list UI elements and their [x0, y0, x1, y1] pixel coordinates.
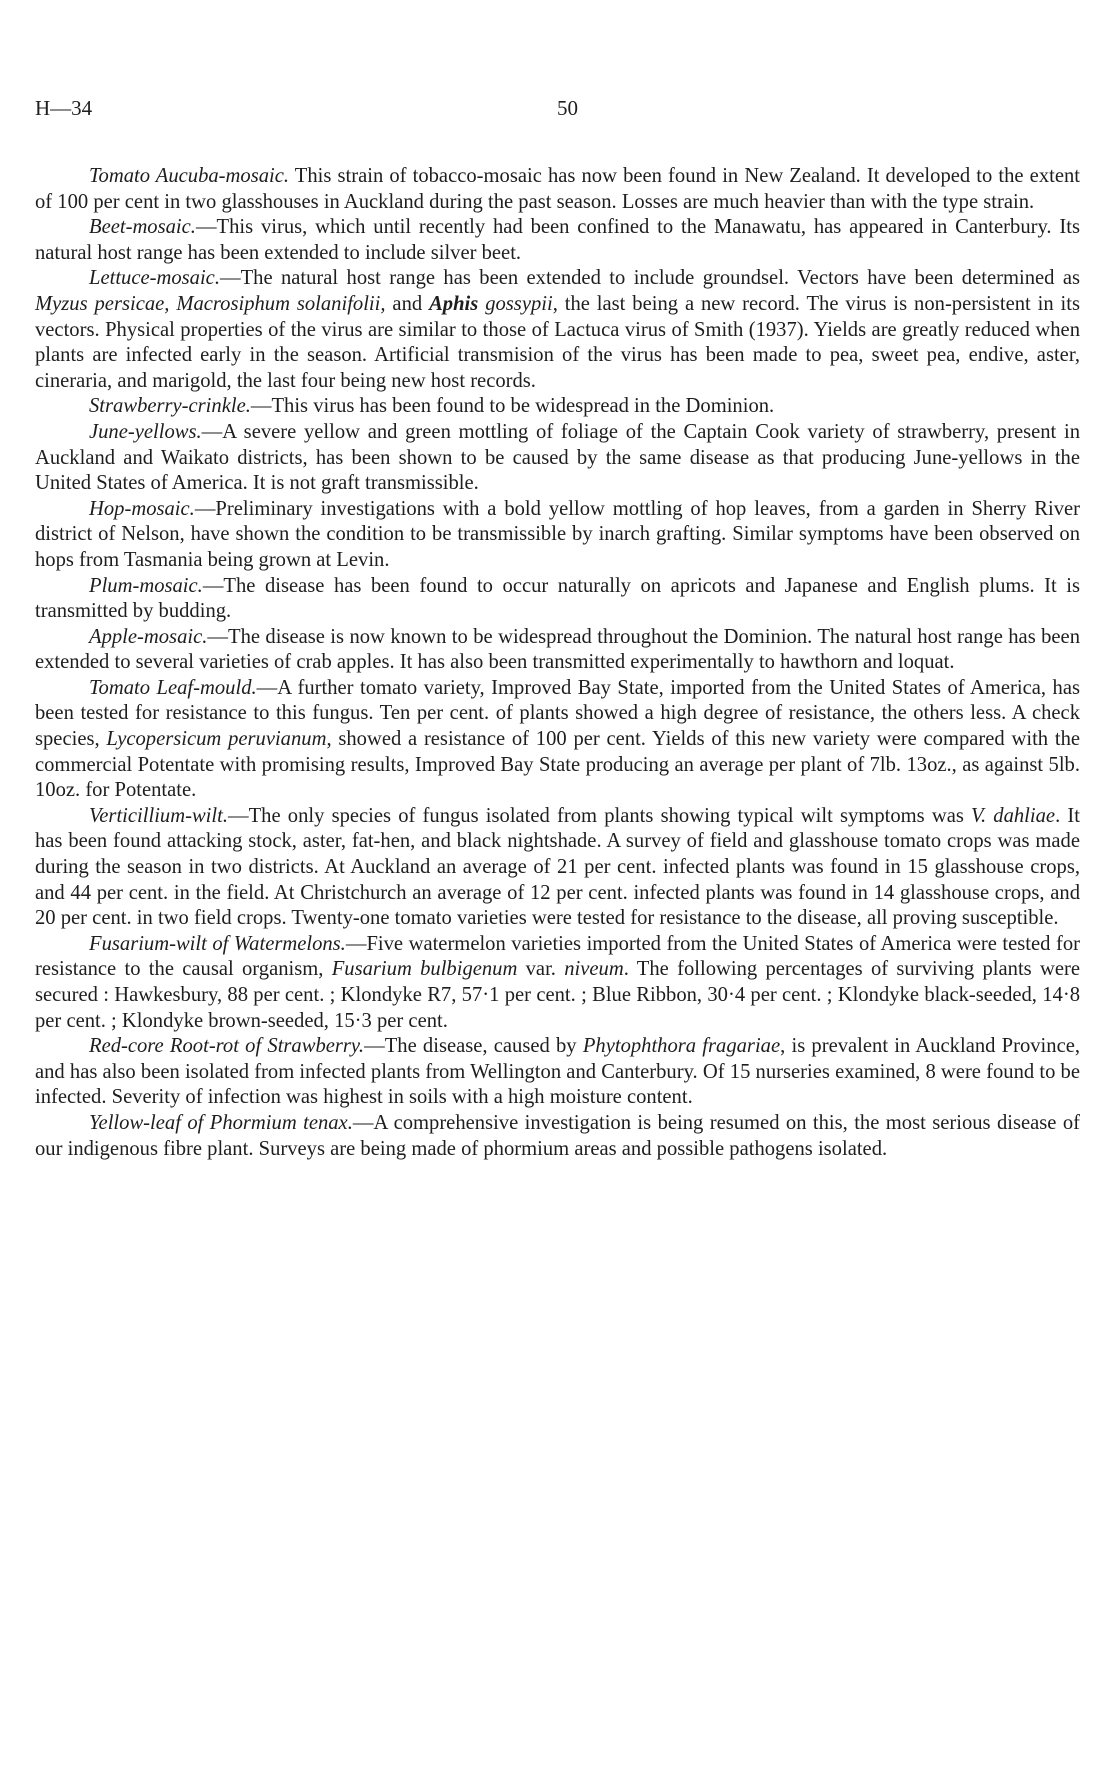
paragraph-text: —The natural host range has been extended to include groundsel. Vectors have been determined as	[219, 267, 1080, 290]
paragraph	[35, 625, 1080, 676]
paragraph	[35, 215, 1080, 266]
paragraph-heading: Hop-mosaic.	[89, 497, 195, 520]
paragraph	[35, 497, 1080, 574]
paragraph	[35, 394, 1080, 420]
paragraph-text: —Five watermelon varieties imported from the United States of America were tested for resistance to the causal organism,	[35, 932, 1080, 981]
paragraph-text: . The following percentages of surviving plants were secured : Hawkesbury, 88 per cent. ; Klondyke R7, 57·1 per cent. ; Blue Ribbon, 30·4 per cent. ; Klondyke black-seeded, 14·8 per cent. ; Klondyke brown-seeded, 15·3 per cent.	[35, 958, 1080, 1032]
paragraph-heading: Tomato Leaf-mould.	[89, 676, 257, 699]
paragraph	[35, 574, 1080, 625]
paragraph-text: —A severe yellow and green mottling of foliage of the Captain Cook variety of strawberry, present in Auckland and Waikato districts, has been shown to be caused by the same disease as that producing June-yellows in the United States of America. It is not graft transmissible.	[35, 420, 1080, 495]
paragraph-text: , is prevalent in Auckland Province, and has also been isolated from infected plants from Wellington and Canterbury. Of 15 nurseries examined, 8 were found to be infected. Severity of infection was highest in soils with a high moisture content.	[35, 1035, 1080, 1109]
species-name: gossypii	[485, 292, 553, 315]
species-name: V. dahliae	[971, 804, 1056, 827]
paragraph	[35, 266, 1080, 394]
page-header	[35, 96, 1079, 126]
paragraph-heading: Apple-mosaic.	[89, 625, 208, 648]
paragraph-heading: Plum-mosaic.	[89, 574, 203, 597]
paragraph-text: and	[385, 292, 430, 315]
paragraph-text: var.	[517, 958, 565, 981]
species-name: Aphis	[429, 292, 479, 315]
paragraph-heading: Beet-mosaic.	[89, 216, 196, 239]
paragraph	[35, 420, 1080, 497]
paragraph	[35, 676, 1080, 804]
species-name: Fusarium bulbigenum	[331, 958, 518, 981]
paragraph-text: —This virus has been found to be widespread in the Dominion.	[250, 395, 775, 418]
body-text	[35, 164, 1080, 1162]
species-name: Myzus persicae, Macrosiphum solanifolii,	[35, 292, 386, 315]
page-number: 50	[557, 96, 578, 120]
paragraph	[35, 1111, 1080, 1162]
paragraph-text: —The only species of fungus isolated from plants showing typical wilt symptoms was	[228, 804, 972, 827]
paragraph-text: . It has been found attacking stock, aster, fat-hen, and black nightshade. A survey of field and glasshouse tomato crops was made during the season in two districts. At Auckland an average of 21 per cent. infected plants was found in 15 glasshouse crops, and 44 per cent. in the field. At Christchurch an average of 12 per cent. infected plants was found in 14 glasshouse crops, and 20 per cent. in two field crops. Twenty-one tomato varieties were tested for resistance to the disease, all proving susceptible.	[35, 804, 1080, 930]
paragraph-heading: Verticillium-wilt.	[89, 804, 228, 827]
paragraph-text: —Preliminary investigations with a bold yellow mottling of hop leaves, from a garden in Sherry River district of Nelson, have shown the condition to be transmissible by inarch grafting. Similar symptoms have been observed on hops from Tasmania being grown at Levin.	[35, 497, 1080, 571]
paragraph	[35, 164, 1080, 215]
paragraph-text: —The disease, caused by	[364, 1035, 583, 1058]
paragraph-heading: Fusarium-wilt of Watermelons.	[89, 932, 346, 955]
species-name: niveum	[564, 958, 624, 981]
paragraph-heading: June-yellows.	[89, 420, 202, 443]
paragraph-text: , the last being a new record. The virus is non-persistent in its vectors. Physical properties of the virus are similar to those of Lactuca virus of Smith (1937). Yields are greatly reduced when plants are infected early in the season. Artificial transmision of the virus has been made to pea, sweet pea, endive, aster, cineraria, and marigold, the last four being new host records.	[35, 292, 1080, 392]
paragraph	[35, 804, 1080, 932]
paragraph	[35, 932, 1080, 1034]
paragraph-text: —This virus, which until recently had been confined to the Manawatu, has appeared in Canterbury. Its natural host range has been extended to include silver beet.	[35, 216, 1080, 264]
paragraph-text: , showed a resistance of 100 per cent. Yields of this new variety were compared with the commercial Potentate with promising results, Improved Bay State producing an average per plant of 7lb. 13oz., as against 5lb. 10oz. for Potentate.	[35, 728, 1081, 802]
paragraph-text: —A comprehensive investigation is being resumed on this, the most serious disease of our indigenous fibre plant. Surveys are being made of phormium areas and possible pathogens isolated.	[35, 1111, 1080, 1160]
paragraph-heading: Tomato Aucuba-mosaic.	[89, 165, 290, 187]
document-reference: H—34	[35, 96, 93, 120]
paragraph-text: —A further tomato variety, Improved Bay State, imported from the United States of America, has been tested for resistance to this fungus. Ten per cent. of plants showed a high degree of resistance, the others less. A check species,	[35, 676, 1080, 751]
paragraph-text: —The disease has been found to occur naturally on apricots and Japanese and English plums. It is transmitted by budding.	[35, 574, 1080, 623]
paragraph-heading: Lettuce-mosaic.	[89, 267, 220, 290]
paragraph-text: —The disease is now known to be widespread throughout the Dominion. The natural host range has been extended to several varieties of crab apples. It has also been transmitted experimentally to hawthorn and loquat.	[35, 625, 1080, 674]
species-name: Lycopersicum peruvianum	[106, 728, 327, 751]
paragraph-heading: Yellow-leaf of Phormium tenax.	[89, 1111, 353, 1134]
paragraph	[35, 1034, 1080, 1111]
paragraph-heading: Strawberry-crinkle.	[89, 395, 251, 418]
paragraph-heading: Red-core Root-rot of Strawberry.	[89, 1035, 365, 1058]
paragraph-text: This strain of tobacco-mosaic has now been found in New Zealand. It developed to the extent of 100 per cent in two glasshouses in Auckland during the past season. Losses are much heavier than with the type strain.	[35, 165, 1080, 213]
species-name: Phytophthora fragariae	[582, 1035, 781, 1058]
